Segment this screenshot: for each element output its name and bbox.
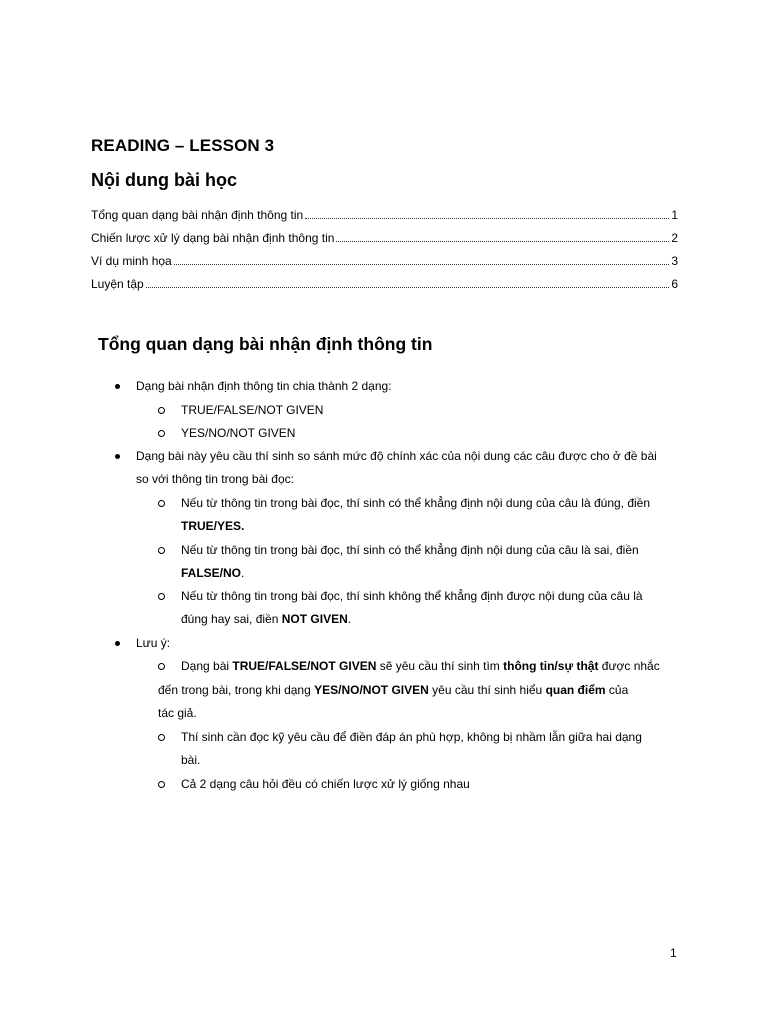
bullet-icon (115, 384, 120, 389)
list-item-text: Cả 2 dạng câu hỏi đều có chiến lược xử lý giống nhau (181, 777, 470, 791)
section-heading: Tổng quan dạng bài nhận định thông tin (98, 334, 433, 354)
toc-entry[interactable] (91, 268, 678, 291)
page-number: 1 (670, 946, 677, 960)
list-item-text: bài. (181, 753, 201, 767)
sub-bullet-icon (158, 407, 165, 414)
list-item-text: Thí sinh cần đọc kỹ yêu cầu để điền đáp án phù hợp, không bị nhầm lẫn giữa hai dạng (181, 730, 642, 744)
toc-dot-leader (305, 218, 669, 219)
list-item-text: Nếu từ thông tin trong bài đọc, thí sinh có thể khẳng định nội dung của câu là sai, điền (181, 543, 639, 557)
text-fragment: Dạng bài (181, 659, 233, 673)
list-item-text (181, 565, 244, 581)
list-item-text: Lưu ý: (136, 636, 171, 650)
text-fragment: đến trong bài, trong khi dạng (158, 683, 315, 697)
list-item-text: Nếu từ thông tin trong bài đọc, thí sinh có thể khẳng định nội dung của câu là đúng, điền (181, 496, 651, 510)
toc-entry[interactable] (91, 245, 678, 268)
toc-entry-title: Chiến lược xử lý dạng bài nhận định thông tin (91, 231, 335, 245)
toc-entry-page: 1 (671, 208, 678, 222)
bold-text: NOT GIVEN (281, 612, 348, 626)
bold-text: YES/NO/NOT GIVEN (314, 683, 429, 697)
bullet-icon (115, 454, 120, 459)
text-fragment: . (347, 612, 352, 626)
list-item-text: Nếu từ thông tin trong bài đọc, thí sinh không thể khẳng định được nội dung của câu là (181, 589, 643, 603)
toc-dot-leader (146, 287, 670, 288)
sub-bullet-icon (158, 781, 165, 788)
toc-entry[interactable] (91, 199, 678, 222)
bold-text: FALSE/NO (181, 566, 242, 580)
text-fragment: của (605, 683, 629, 697)
list-item-text (181, 611, 351, 627)
toc-dot-leader (174, 264, 670, 265)
bold-text: quan điểm (545, 683, 606, 697)
toc-entry-title: Tổng quan dạng bài nhận định thông tin (91, 208, 304, 222)
toc-dot-leader (336, 241, 669, 242)
sub-bullet-icon (158, 547, 165, 554)
toc-entry-title: Ví dụ minh họa (91, 254, 172, 268)
bold-text: thông tin/sự thật (503, 659, 599, 673)
bold-text: TRUE/FALSE/NOT GIVEN (232, 659, 377, 673)
list-item-text: TRUE/FALSE/NOT GIVEN (181, 403, 324, 417)
list-item-text: so với thông tin trong bài đọc: (136, 472, 294, 486)
list-item-text: YES/NO/NOT GIVEN (181, 426, 296, 440)
toc-entry-page: 2 (671, 231, 678, 245)
toc-heading: Nội dung bài học (91, 170, 237, 190)
list-item-bold-text: TRUE/YES. (181, 519, 245, 533)
bullet-icon (115, 641, 120, 646)
list-item-text (181, 658, 660, 674)
text-fragment: sẽ yêu cầu thí sinh tìm (376, 659, 504, 673)
list-item-text (158, 682, 628, 698)
sub-bullet-icon (158, 593, 165, 600)
toc-entry-title: Luyện tập (91, 277, 144, 291)
lesson-title: READING – LESSON 3 (91, 136, 275, 155)
text-fragment: . (241, 566, 245, 580)
list-item-text: tác giả. (158, 706, 197, 720)
sub-bullet-icon (158, 663, 165, 670)
text-fragment: đúng hay sai, điền (181, 612, 282, 626)
toc-entry[interactable] (91, 222, 678, 245)
table-of-contents (91, 199, 678, 291)
toc-entry-page: 3 (671, 254, 678, 268)
sub-bullet-icon (158, 430, 165, 437)
sub-bullet-icon (158, 500, 165, 507)
list-item-text: Dạng bài nhận định thông tin chia thành 2 dạng: (136, 379, 392, 393)
text-fragment: yêu cầu thí sinh hiểu (428, 683, 546, 697)
sub-bullet-icon (158, 734, 165, 741)
list-item-text: Dạng bài này yêu cầu thí sinh so sánh mức độ chính xác của nội dung các câu được cho ở đề bài (136, 449, 657, 463)
text-fragment: được nhắc (598, 659, 660, 673)
toc-entry-page: 6 (671, 277, 678, 291)
